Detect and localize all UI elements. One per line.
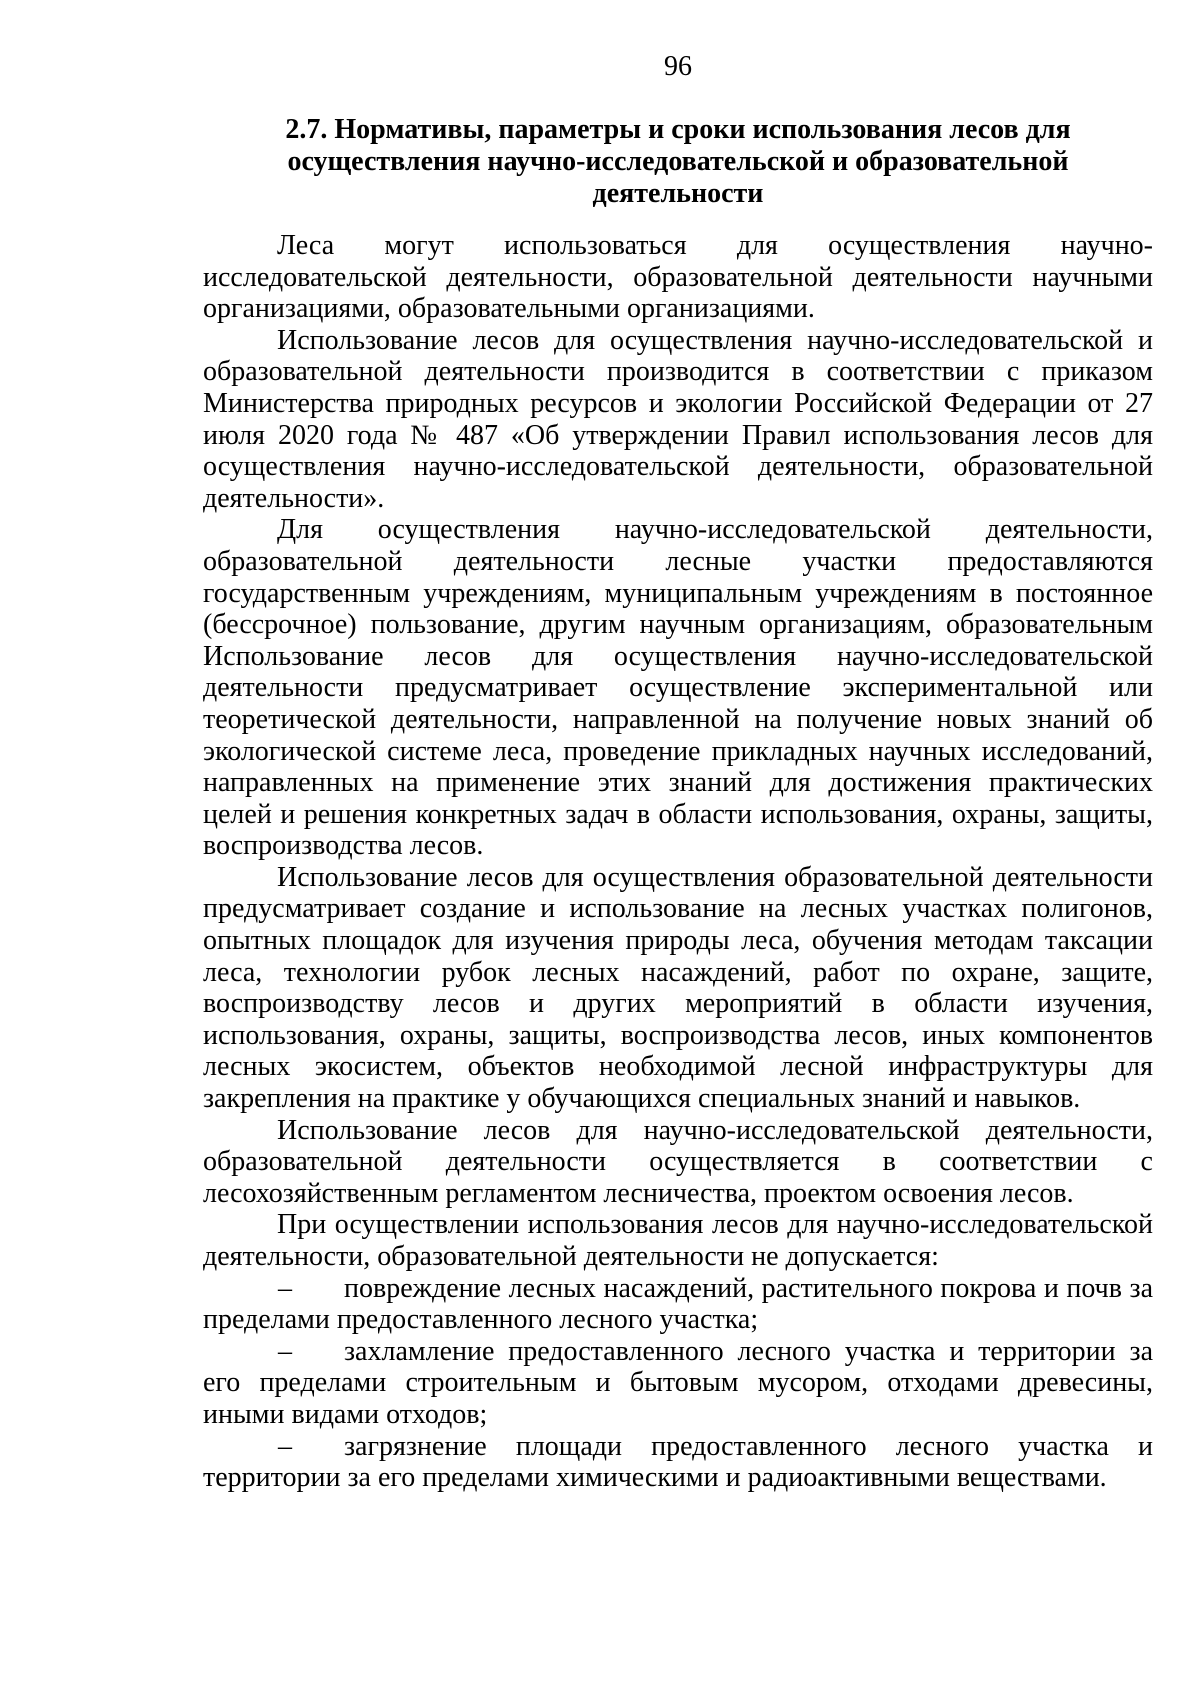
page-number: 96 [664,51,692,82]
list-item-text: загрязнение площади предоставленного лесного участка и территории за его пределами химическими и радиоактивными веществами. [203,1430,1153,1494]
paragraph-4: Использование лесов для осуществления образовательной деятельности предусматривает создание и использование на лесных участках полигонов, опытных площадок для изучения природы леса, обучения методам таксации леса, технологии рубок лесных насаждений, работ по охране, защите, воспроизводству лесов и других мероприятий в области изучения, использования, охраны, защиты, воспроизводства лесов, иных компонентов лесных экосистем, объектов необходимой лесной инфраструктуры для закрепления на практике у обучающихся специальных знаний и навыков. [203,861,1153,1115]
list-item [203,1336,1153,1431]
list-item [203,1273,1153,1336]
section-title: 2.7. Нормативы, параметры и сроки использования лесов для осуществления научно-исследовательской и образовательной деятельности [285,114,1071,209]
list-item-text: повреждение лесных насаждений, растительного покрова и почв за пределами предоставленного лесного участка; [203,1272,1153,1336]
paragraph-3: Для осуществления научно-исследовательской деятельности, образовательной деятельности лесные участки предоставляются государственным учреждениям, муниципальным учреждениям в постоянное (бессрочное) пользование, другим научным организациям, образовательным Использование лесов для осуществления научно-исследовательской деятельности предусматривает осуществление экспериментальной или теоретической деятельности, направленной на получение новых знаний об экологической системе леса, проведение прикладных научных исследований, направленных на применение этих знаний для достижения практических целей и решения конкретных задач в области использования, охраны, защиты, воспроизводства лесов. [203,514,1153,862]
list-item [203,1431,1153,1494]
list-item-text: захламление предоставленного лесного участка и территории за его пределами строительным и бытовым мусором, отходами древесины, иными видами отходов; [203,1335,1153,1430]
list-dash: – [278,1335,292,1367]
paragraph-2: Использование лесов для осуществления научно-исследовательской и образовательной деятельности производится в соответствии с приказом Министерства природных ресурсов и экологии Российской Федерации от 27 июля 2020 года № 487 «Об утверждении Правил использования лесов для осуществления научно-исследовательской деятельности, образовательной деятельности». [203,324,1153,514]
paragraph-6: При осуществлении использования лесов для научно-исследовательской деятельности, образовательной деятельности не допускается: [203,1209,1153,1272]
list-dash: – [278,1272,292,1304]
paragraph-5: Использование лесов для научно-исследовательской деятельности, образовательной деятельности осуществляется в соответствии с лесохозяйственным регламентом лесничества, проектом освоения лесов. [203,1114,1153,1209]
list-dash: – [278,1430,292,1462]
document-page [203,52,1153,1494]
paragraph-1: Леса могут использоваться для осуществления научно-исследовательской деятельности, образовательной деятельности научными организациями, образовательными организациями. [203,230,1153,325]
